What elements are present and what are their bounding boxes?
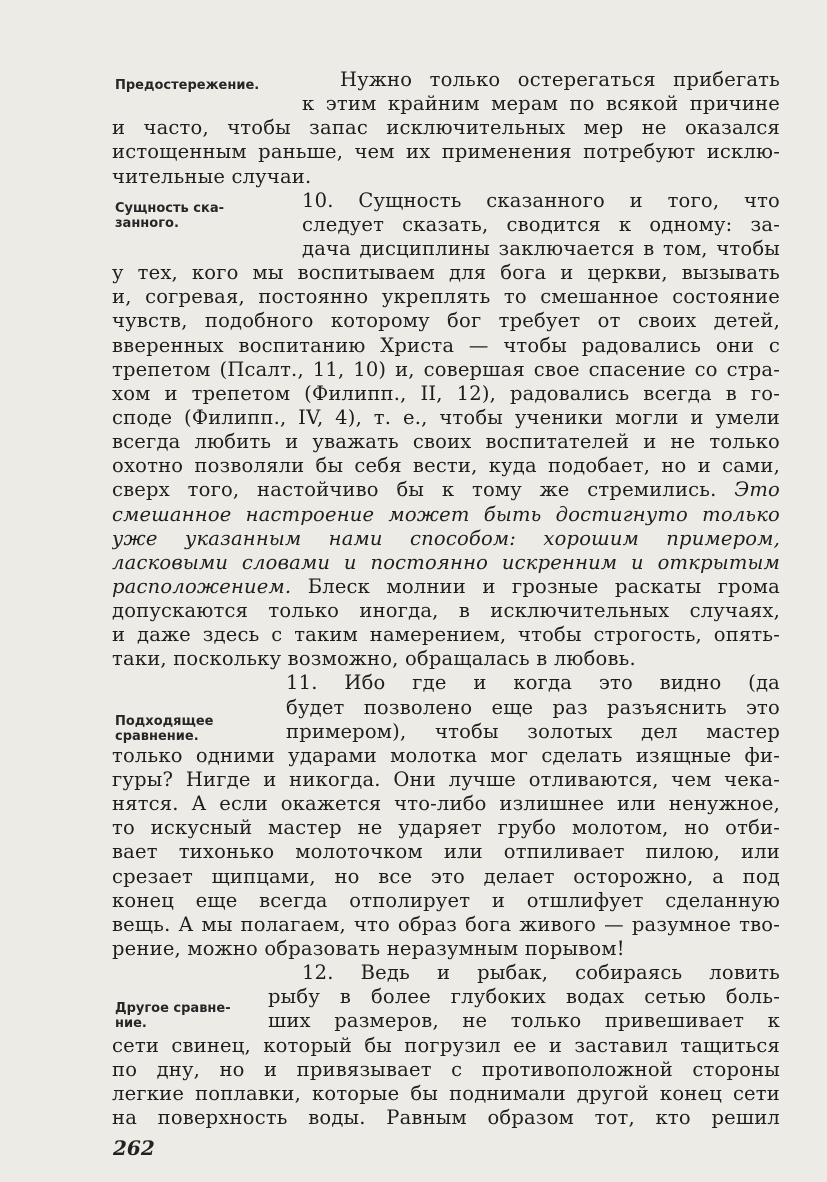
margin-note-other-2: ние. [115,1016,147,1031]
text-line: нятся. А если окажется что-либо излишнее или ненужное, [112,792,780,815]
text-line: легкие поплавки, которые бы поднимали другой конец сети [112,1082,780,1105]
margin-note-essence-1: Сущность ска- [115,201,224,216]
text-line: следует сказать, сводится к одному: за- [302,213,780,236]
text-line: у тех, кого мы воспитываем для бога и церкви, вызывать [112,261,780,284]
text-line: вверенных воспитанию Христа — чтобы радовались они с [112,334,780,357]
text-line: срезает щипцами, но все это делает осторожно, а под [112,865,780,888]
text-line: ших размеров, не только привешивает к [268,1009,780,1032]
margin-note-other-1: Другое сравне- [115,1001,231,1016]
margin-note-comparison-1: Подходящее [115,714,214,729]
text-run-italic: Это [734,478,780,501]
text-line: рыбу в более глубоких водах сетью боль- [268,985,780,1008]
text-line: истощенным раньше, чем их применения потребуют исклю- [112,140,780,163]
text-line: рение, можно образовать неразумным порывом! [112,937,625,960]
text-run: сверх того, настойчиво бы к тому же стремились. [112,478,717,501]
text-line: вает тихонько молоточком или отпиливает пилою, или [112,840,780,863]
text-line: и даже здесь с таким намерением, чтобы строгость, опять- [112,623,780,646]
margin-note-essence-2: занного. [115,216,179,231]
text-line: споде (Филипп., IV, 4), т. е., чтобы ученики могли и умели [112,406,780,429]
text-line-mixed [112,478,780,502]
text-line: то искусный мастер не ударяет грубо молотом, но отби- [112,816,780,839]
text-line: на поверхность воды. Равным образом тот, кто решил [112,1106,780,1129]
text-line: охотно позволяли бы себя вести, куда подобает, но и сами, [112,454,780,477]
text-line: 10. Сущность сказанного и того, что [302,189,780,212]
text-line: примером), чтобы золотых дел мастер [286,720,780,743]
text-line-italic: смешанное настроение может быть достигнуто только [112,503,780,526]
text-line: и часто, чтобы запас исключительных мер не оказался [112,116,780,139]
text-line: и, согревая, постоянно укреплять то смешанное состояние [112,285,780,308]
text-line-italic: ласковыми словами и постоянно искренним и открытым [112,551,780,574]
text-line: к этим крайним мерам по всякой причине [302,92,780,115]
text-line: конец еще всегда отполирует и отшлифует сделанную [112,889,780,912]
text-run-italic: расположением. [112,575,292,598]
margin-note-comparison-2: сравнение. [115,729,199,744]
text-line-italic: уже указанным нами способом: хорошим примером, [112,527,780,550]
text-line: Нужно только остерегаться прибегать [340,68,780,91]
text-line: по дну, но и привязывает с противоположной стороны [112,1058,780,1081]
margin-note-warning: Предостережение. [115,78,260,93]
text-line: всегда любить и уважать своих воспитателей и не только [112,430,780,453]
text-line: гуры? Нигде и никогда. Они лучше отливаются, чем чека- [112,768,780,791]
text-line-mixed [112,575,780,599]
text-run: Блеск молнии и грозные раскаты грома [307,575,780,598]
text-line: чительные случаи. [112,165,312,188]
text-line: 11. Ибо где и когда это видно (да [286,671,780,694]
text-line: будет позволено еще раз разъяснить это [286,696,780,719]
text-line: трепетом (Псалт., 11, 10) и, совершая свое спасение со стра- [112,358,780,381]
text-line: хом и трепетом (Филипп., II, 12), радовались всегда в го- [112,382,780,405]
text-line: вещь. А мы полагаем, что образ бога живого — разумное тво- [112,913,780,936]
text-line: сети свинец, который бы погрузил ее и заставил тащиться [112,1034,780,1057]
text-line: чувств, подобного которому бог требует от своих детей, [112,309,780,332]
text-line: допускаются только иногда, в исключительных случаях, [112,599,780,622]
text-line: только одними ударами молотка мог сделать изящные фи- [112,744,780,767]
text-line: дача дисциплины заключается в том, чтобы [302,237,780,260]
text-line: таки, поскольку возможно, обращалась в любовь. [112,647,636,670]
page-number: 262 [113,1136,155,1160]
text-line: 12. Ведь и рыбак, собираясь ловить [302,961,780,984]
